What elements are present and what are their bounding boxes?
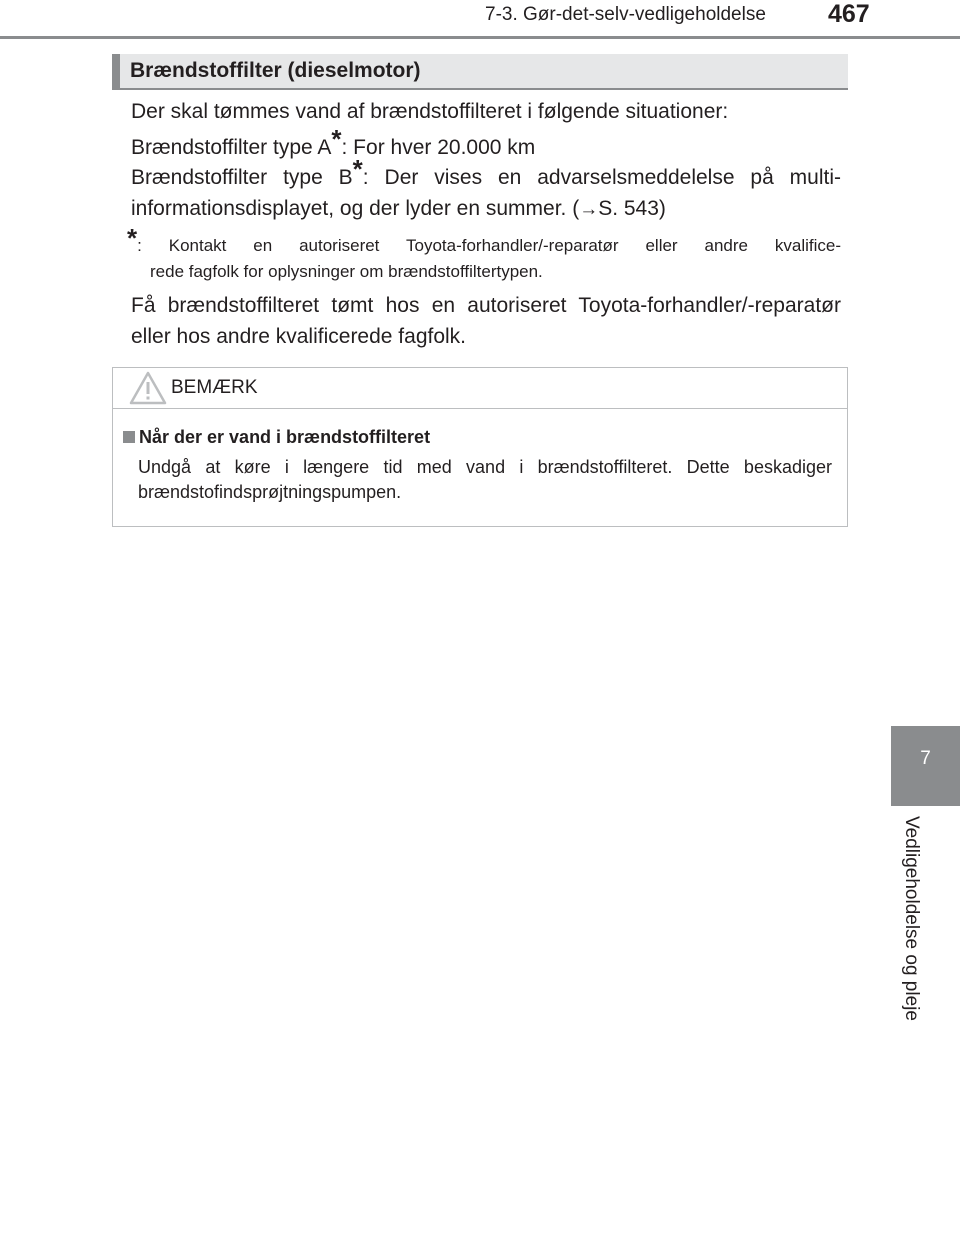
asterisk-marker: * bbox=[352, 154, 363, 184]
footnote-line-2: rede fagfolk for oplysninger om brændstoffiltertypen. bbox=[150, 262, 543, 281]
type-a-text: : For hver 20.000 km bbox=[341, 136, 536, 159]
notice-item-text: Undgå at køre i længere tid med vand i brændstoffilteret. Dette beskadiger brændstofindsprøjtningspumpen. bbox=[138, 457, 832, 502]
closing-paragraph: Få brændstoffilteret tømt hos en autoriseret Toyota-forhandler/-reparatør eller hos andre kvalificerede fagfolk. bbox=[131, 294, 841, 348]
footnote bbox=[127, 223, 841, 285]
header-divider bbox=[0, 36, 960, 39]
type-a-paragraph bbox=[131, 124, 841, 163]
page-number: 467 bbox=[828, 0, 870, 28]
intro-paragraph: Der skal tømmes vand af brændstoffilteret i følgende situationer: bbox=[131, 100, 729, 123]
chapter-title: Vedligeholdelse og pleje bbox=[901, 816, 922, 1021]
asterisk-marker: * bbox=[331, 124, 342, 154]
warning-triangle-icon bbox=[129, 371, 167, 405]
type-b-text: : Der vises en advarselsmeddelelse på multi-informationsdisplayet, og der lyder en summer. ( bbox=[131, 166, 841, 220]
notice-item-title: Når der er vand i brændstoffilteret bbox=[139, 427, 431, 447]
type-a-label: Brændstoffilter type A bbox=[131, 136, 332, 159]
chapter-number: 7 bbox=[920, 748, 931, 769]
notice-heading: BEMÆRK bbox=[171, 377, 258, 398]
footnote-asterisk: * bbox=[127, 223, 138, 253]
arrow-right-icon: → bbox=[579, 199, 599, 220]
type-b-label: Brændstoffilter type B bbox=[131, 166, 353, 189]
footnote-line-1: : Kontakt en autoriseret Toyota-forhandler/-reparatør eller andre kvalifice- bbox=[137, 236, 841, 255]
notice-divider bbox=[112, 408, 848, 409]
section-title: Brændstoffilter (dieselmotor) bbox=[130, 59, 421, 82]
square-bullet-icon bbox=[123, 431, 135, 443]
page-reference-link[interactable]: S. 543) bbox=[598, 197, 666, 220]
section-heading-accent bbox=[112, 54, 120, 90]
running-header-section: 7-3. Gør-det-selv-vedligeholdelse bbox=[485, 4, 766, 25]
type-b-paragraph bbox=[131, 154, 841, 225]
